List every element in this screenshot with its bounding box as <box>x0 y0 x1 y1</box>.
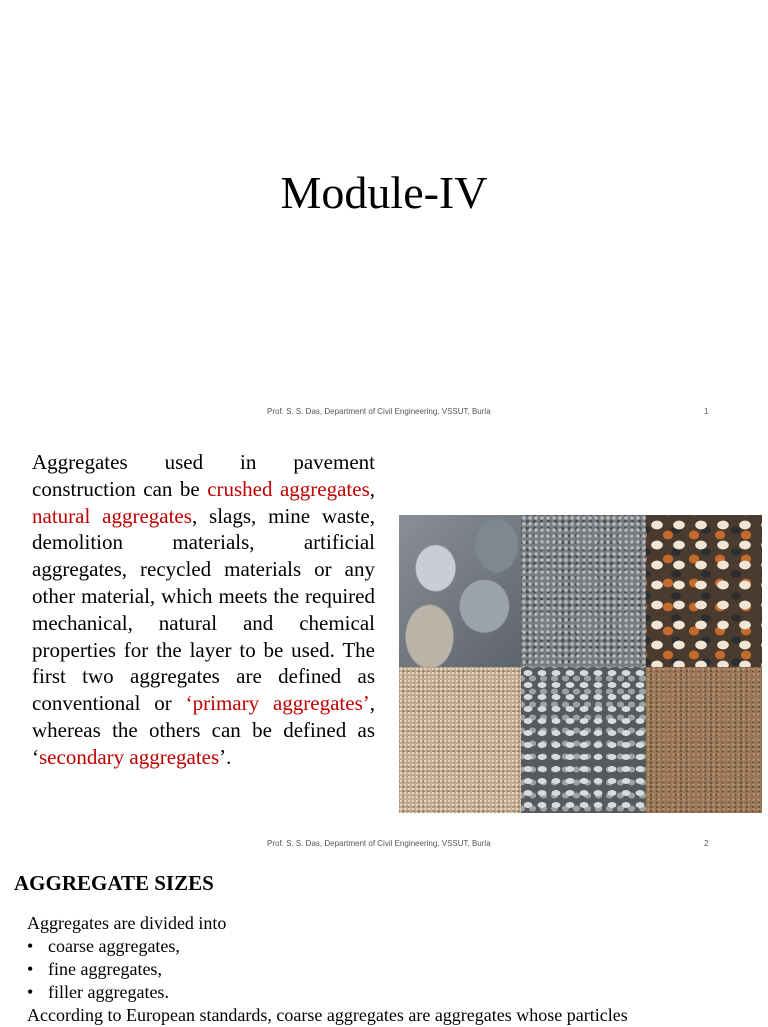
slide-1 <box>0 0 768 432</box>
list-item <box>27 935 757 958</box>
footer-credit: Prof. S. S. Das, Department of Civil Engineering, VSSUT, Burla <box>267 839 491 848</box>
text-segment: , <box>369 476 375 501</box>
highlight-crushed-aggregates: crushed aggregates <box>207 476 370 501</box>
fine-aggregate-image <box>399 667 521 813</box>
list-item <box>27 958 757 981</box>
bullet-icon: • <box>27 936 34 956</box>
aggregates-paragraph <box>32 449 375 771</box>
section-heading: AGGREGATE SIZES <box>14 871 214 895</box>
truncated-line: According to European standards, coarse aggregates are aggregates whose particles <box>27 1005 628 1025</box>
text-segment: Aggregates used in pavement construction can be <box>32 450 375 501</box>
gravel-image <box>521 515 646 667</box>
list-item-text: fine aggregates, <box>48 959 162 979</box>
list-item-text: coarse aggregates, <box>48 936 180 956</box>
page-number: 2 <box>704 839 709 848</box>
soil-image <box>646 667 762 813</box>
crushed-stone-image <box>521 667 646 813</box>
footer-credit: Prof. S. S. Das, Department of Civil Engineering, VSSUT, Burla <box>267 407 491 416</box>
text-segment: , slags, mine waste, demolition materials, artificial aggregates, recycled materials or any other material, which meets the required mechanical, natural and chemical properties for the layer to be used. The first two aggregates are defined as conventional or <box>32 503 375 716</box>
aggregates-photo-collage <box>399 515 762 813</box>
river-pebbles-image <box>646 515 762 667</box>
page-number: 1 <box>704 407 709 416</box>
aggregate-types-list <box>27 935 757 1004</box>
slide-3 <box>0 864 768 1024</box>
aggregate-sizes-text <box>27 912 757 1027</box>
slide-title: Module-IV <box>280 167 488 218</box>
highlight-natural-aggregates: natural aggregates <box>32 503 192 528</box>
bullet-icon: • <box>27 959 34 979</box>
slide-footer <box>0 838 768 850</box>
text-segment: ’. <box>219 744 232 769</box>
highlight-primary-aggregates: ‘primary aggregates’ <box>185 691 370 716</box>
list-item-text: filler aggregates. <box>48 982 169 1002</box>
large-rocks-image <box>399 515 521 667</box>
intro-line: Aggregates are divided into <box>27 913 227 933</box>
list-item <box>27 981 757 1004</box>
highlight-secondary-aggregates: secondary aggregates <box>39 744 220 769</box>
slide-footer <box>0 406 768 418</box>
slide-2 <box>0 432 768 864</box>
text-segment: , whereas the others can be defined as ‘ <box>32 691 375 769</box>
bullet-icon: • <box>27 982 34 1002</box>
